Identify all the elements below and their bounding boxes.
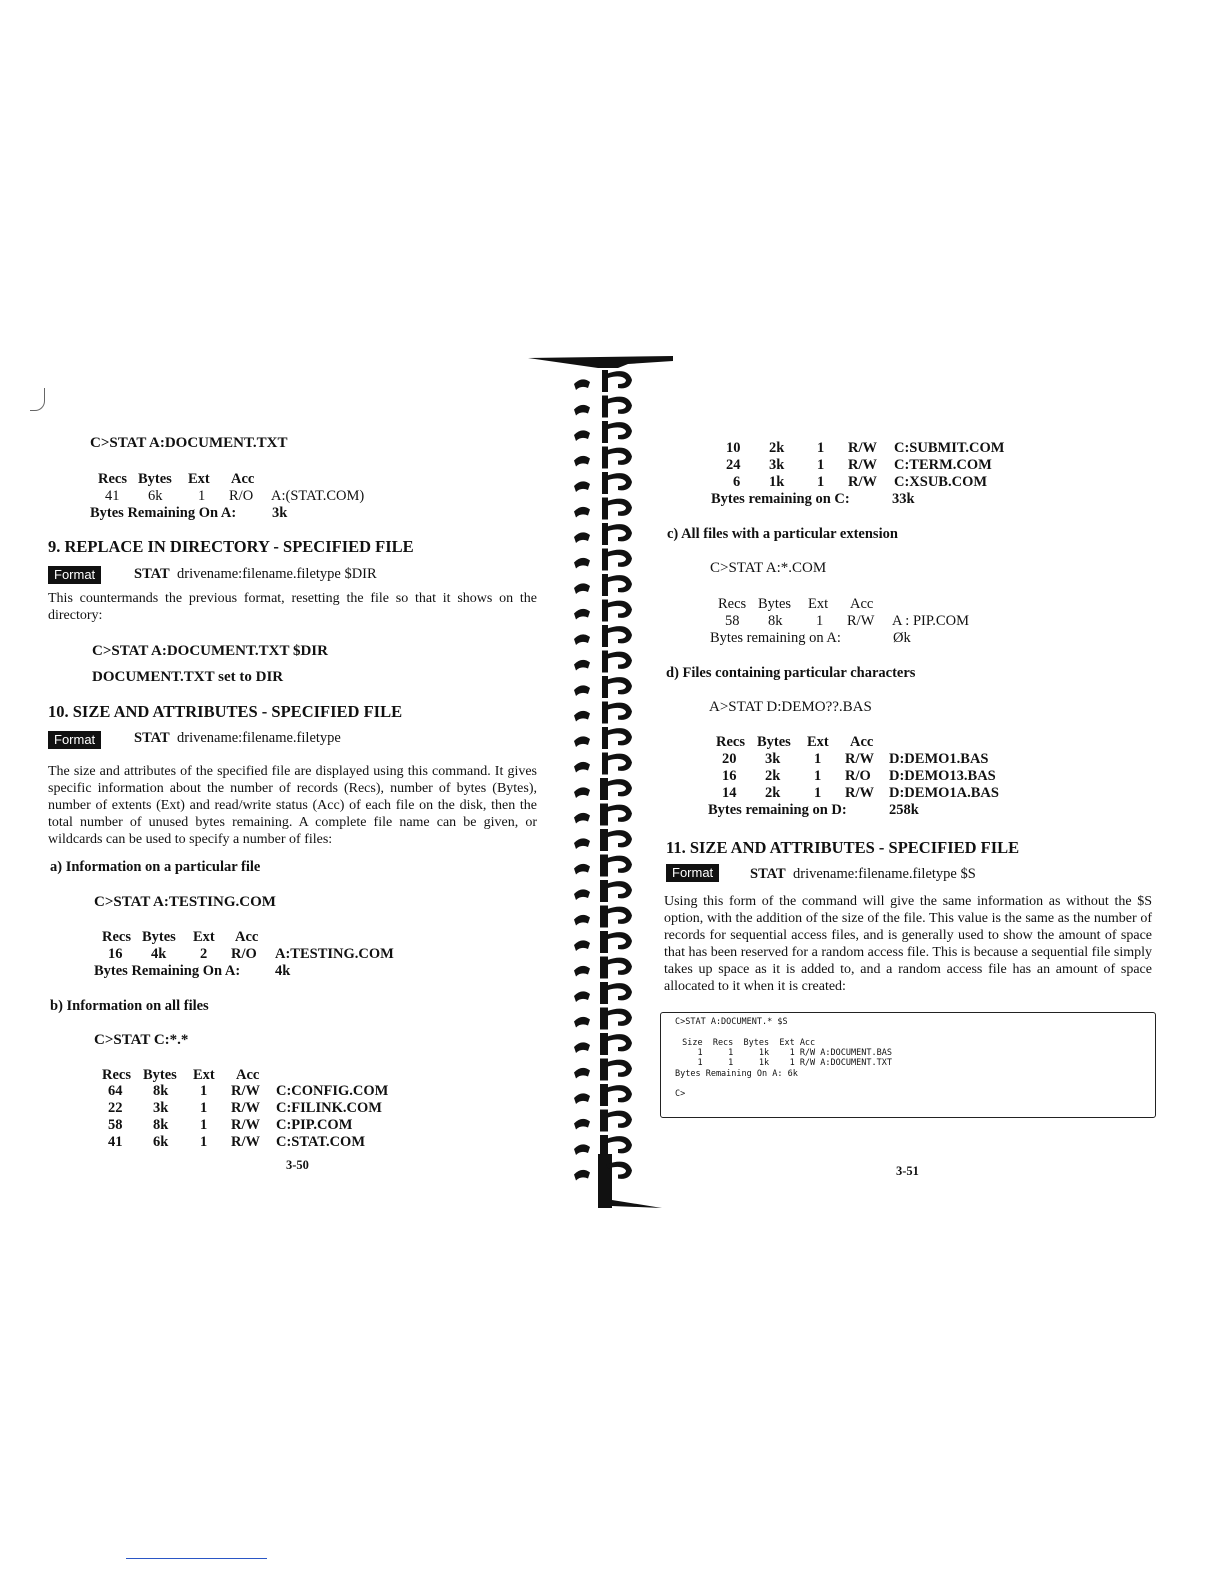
col-recs: Recs [716,734,745,750]
terminal-prompt: C> [675,1089,686,1099]
coil-wire-icon [574,1017,590,1028]
remaining-value: Øk [893,630,911,646]
col-bytes: Bytes [757,734,791,750]
cell-recs: 16 [108,946,123,962]
cell-ext: 1 [817,457,825,473]
cell-ext: 1 [817,440,825,456]
coil-curl-icon [606,524,632,541]
remaining-value: 3k [272,505,288,521]
coil-wire-icon [574,915,590,926]
cell-recs: 6 [733,474,741,490]
remaining-value: 33k [892,491,915,507]
format-command: STAT [134,730,170,746]
coil-curl-icon [606,907,632,924]
format-badge-label: Format [666,864,719,882]
coil-wire-icon [574,813,590,824]
ex1-table-row [90,488,410,506]
s9-result: DOCUMENT.TXT set to DIR [92,669,284,685]
cell-acc: R/W [231,1083,260,1099]
page-number: 3-51 [896,1164,919,1178]
col-recs: Recs [102,929,131,945]
format-badge [666,864,719,882]
d-command: A>STAT D:DEMO??.BAS [709,699,872,715]
binding-post [600,880,608,902]
cell-file: D:DEMO1A.BAS [889,785,999,801]
cell-recs: 41 [105,488,120,504]
coil-wire-icon [574,940,590,951]
coil-curl-icon [606,397,632,414]
table-row [711,457,1031,475]
table-row [94,1117,434,1135]
cell-bytes: 8k [153,1083,169,1099]
coil-wire-icon [574,532,590,543]
cell-ext: 1 [200,1117,208,1133]
coil-curl-icon [606,1111,632,1128]
cell-ext: 1 [200,1083,208,1099]
coil-wire-icon [574,1170,590,1181]
binding-post [602,753,608,775]
binding-post [602,523,608,545]
table-row [711,474,1031,492]
table-row [708,768,1048,786]
coil-wire-icon [574,966,590,977]
remaining-label: Bytes remaining on A: [710,630,841,646]
coil-curl-icon [606,703,632,720]
coil-wire-icon [574,583,590,594]
coil-curl-icon [606,550,632,567]
a-table-row [94,946,414,964]
cell-file: C:TERM.COM [894,457,992,473]
cell-recs: 22 [108,1100,123,1116]
cell-bytes: 2k [765,785,781,801]
coil-wire-icon [574,1042,590,1053]
binding-post [600,1135,608,1157]
cell-acc: R/W [848,440,877,456]
coil-curl-icon [606,422,632,439]
cell-acc: R/O [845,768,871,784]
a-remaining [94,963,414,981]
coil-curl-icon [606,728,632,745]
section-9-paragraph: This countermands the previous format, resetting the file so that it shows on the directory: [48,591,537,623]
table-row [708,751,1048,769]
c-table-row [710,613,1030,631]
footer-rule [126,1558,267,1559]
coil-curl-icon [606,881,632,898]
cell-ext: 2 [200,946,208,962]
cell-file: D:DEMO13.BAS [889,768,996,784]
format-line [750,866,976,883]
cell-acc: R/W [848,474,877,490]
cell-bytes: 2k [769,440,785,456]
coil-wire-icon [574,1144,590,1155]
cell-file: C:XSUB.COM [894,474,988,490]
format-badge-label: Format [48,566,101,584]
ex1-table-header [90,471,410,489]
coil-curl-icon [606,371,632,388]
a-table-header [94,929,414,947]
coil-curl-icon [606,626,632,643]
cell-ext: 1 [814,768,822,784]
cell-recs: 20 [722,751,737,767]
binding-post [600,1161,608,1183]
cell-file: D:DEMO1.BAS [889,751,989,767]
coil-curl-icon [606,805,632,822]
format-args: drivename:filename.filetype [176,730,341,746]
format-args: drivename:filename.filetype $S [792,866,976,882]
cell-file: A:(STAT.COM) [271,488,365,504]
format-args: drivename:filename.filetype $DIR [176,566,377,582]
coil-curl-icon [606,448,632,465]
coil-wire-icon [574,456,590,467]
format-line [134,566,377,583]
remaining-value: 4k [275,963,291,979]
cell-acc: R/W [231,1117,260,1133]
col-acc: Acc [850,734,874,750]
coil-curl-icon [606,958,632,975]
cell-recs: 16 [722,768,737,784]
remaining-label: Bytes Remaining On A: [90,505,237,521]
cell-acc: R/W [847,613,875,629]
cell-recs: 24 [726,457,741,473]
binding-post [602,498,608,520]
binding-post [602,447,608,469]
binding-post [600,855,608,877]
table-row [94,1083,434,1101]
col-bytes: Bytes [138,471,172,487]
coil-curl-icon [606,1009,632,1026]
binding-post [602,651,608,673]
remaining-label: Bytes remaining on D: [708,802,847,818]
binding-post [600,1110,608,1132]
coil-wire-icon [574,405,590,416]
cell-ext: 1 [817,474,825,490]
remaining-label: Bytes Remaining On A: [94,963,241,979]
coil-curl-icon [606,1034,632,1051]
b-command: C>STAT C:*.* [94,1032,189,1048]
format-command: STAT [750,866,786,882]
c-command: C>STAT A:*.COM [710,560,827,576]
coil-wire-icon [574,507,590,518]
binding-post [600,1084,608,1106]
binding-post [600,1033,608,1055]
col-recs: Recs [718,596,747,612]
cell-file: A : PIP.COM [892,613,969,629]
table-row [708,785,1048,803]
section-9-heading: 9. REPLACE IN DIRECTORY - SPECIFIED FILE [48,537,414,556]
coil-wire-icon [574,558,590,569]
coil-curl-icon [606,983,632,1000]
s9-command: C>STAT A:DOCUMENT.TXT $DIR [92,643,328,659]
coil-wire-icon [574,430,590,441]
binding-post [602,574,608,596]
col-recs: Recs [102,1067,131,1083]
coil-curl-icon [606,830,632,847]
sub-a-heading: a) Information on a particular file [50,859,261,875]
coil-wire-icon [574,762,590,773]
binding-post [602,421,608,443]
table-row [94,1134,434,1152]
format-badge [48,566,101,584]
d-remaining [708,802,1028,820]
section-10-heading: 10. SIZE AND ATTRIBUTES - SPECIFIED FILE [48,702,403,721]
coil-wire-icon [574,736,590,747]
cell-bytes: 1k [769,474,785,490]
cell-file: C:SUBMIT.COM [894,440,1005,456]
col-ext: Ext [188,471,210,487]
coil-wire-icon [574,609,590,620]
coil-curl-icon [606,1085,632,1102]
coil-curl-icon [606,779,632,796]
binding-post [600,957,608,979]
cell-bytes: 3k [769,457,785,473]
coil-wire-icon [574,481,590,492]
col-ext: Ext [193,1067,215,1083]
cell-recs: 41 [108,1134,123,1150]
coil-wire-icon [574,864,590,875]
coil-wire-icon [574,1093,590,1104]
cell-ext: 1 [816,613,824,629]
col-acc: Acc [235,929,259,945]
cell-ext: 1 [200,1134,208,1150]
col-bytes: Bytes [758,596,792,612]
binding-post [600,829,608,851]
section-10-paragraph: The size and attributes of the specified file are displayed using this command. It gives specific information about the number of records (Recs), number of bytes (Bytes), number of extents (Ext) and read/write status (Acc) of each file on the disk, then the total number of unused bytes remaining. A complete file name can be given, or wildcards can be used to specify a number of files: [48,764,537,847]
cell-acc: R/W [231,1134,260,1150]
binding-post [600,982,608,1004]
a-command: C>STAT A:TESTING.COM [94,894,276,910]
terminal-command: C>STAT A:DOCUMENT.* $S [675,1017,788,1027]
coil-wire-icon [574,685,590,696]
binding-post [602,727,608,749]
coil-wire-icon [574,634,590,645]
cell-acc: R/W [845,751,874,767]
c-remaining [710,630,1030,648]
binding-post [602,600,608,622]
binding-post [600,804,608,826]
coil-curl-icon [606,499,632,516]
cell-bytes: 6k [153,1134,169,1150]
cell-bytes: 6k [148,488,163,504]
d-table-header [708,734,1028,752]
coil-wire-icon [574,787,590,798]
binding-post [602,702,608,724]
coil-wire-icon [574,711,590,722]
cell-bytes: 4k [151,946,167,962]
coil-curl-icon [606,601,632,618]
terminal-screenshot [660,1012,1156,1118]
format-line [134,730,341,747]
cell-ext: 1 [814,785,822,801]
spiral-binding [528,354,673,1210]
coil-wire-icon [574,889,590,900]
section-11-heading: 11. SIZE AND ATTRIBUTES - SPECIFIED FILE [666,838,1020,857]
col-acc: Acc [231,471,255,487]
cell-bytes: 8k [153,1117,169,1133]
coil-wire-icon [574,1068,590,1079]
binding-post [602,625,608,647]
coil-wire-icon [574,1119,590,1130]
ex1-command: C>STAT A:DOCUMENT.TXT [90,435,288,451]
binding-post [602,370,608,392]
cell-recs: 64 [108,1083,123,1099]
col-bytes: Bytes [143,1067,177,1083]
cell-recs: 58 [108,1117,123,1133]
terminal-remaining: Bytes Remaining On A: 6k [675,1069,798,1079]
coil-curl-icon [606,1060,632,1077]
coil-wire-icon [574,838,590,849]
table-row [711,440,1031,458]
remaining-label: Bytes remaining on C: [711,491,850,507]
coil-curl-icon [606,677,632,694]
binding-post [600,1008,608,1030]
cell-ext: 1 [200,1100,208,1116]
coil-curl-icon [606,575,632,592]
cell-bytes: 8k [768,613,783,629]
col-recs: Recs [98,471,127,487]
coil-curl-icon [606,754,632,771]
coil-wire-icon [574,379,590,390]
binding-post [600,778,608,800]
sub-c-heading: c) All files with a particular extension [667,526,898,542]
format-badge [48,731,101,749]
coil-curl-icon [606,1136,632,1153]
cell-recs: 14 [722,785,737,801]
cell-file: C:STAT.COM [276,1134,366,1150]
cell-bytes: 3k [765,751,781,767]
cell-recs: 10 [726,440,741,456]
col-ext: Ext [193,929,215,945]
col-bytes: Bytes [142,929,176,945]
coil-curl-icon [606,473,632,490]
cell-file: C:FILINK.COM [276,1100,382,1116]
col-acc: Acc [850,596,874,612]
terminal-row: 1 1 1k 1 R/W A:DOCUMENT.BAS [677,1048,892,1058]
cell-file: A:TESTING.COM [275,946,394,962]
sub-b-heading: b) Information on all files [50,998,209,1014]
binding-post [602,396,608,418]
remaining-value: 258k [889,802,919,818]
coil-wire-icon [574,991,590,1002]
cell-acc: R/O [231,946,257,962]
ex1-remaining [90,505,410,523]
binding-post [600,906,608,928]
binding-post [600,1059,608,1081]
c-table-header [710,596,1030,614]
binding-post [602,472,608,494]
cell-acc: R/W [845,785,874,801]
binding-post [602,676,608,698]
sub-d-heading: d) Files containing particular characters [666,665,916,681]
format-command: STAT [134,566,170,582]
cell-file: C:PIP.COM [276,1117,353,1133]
page-number: 3-50 [286,1158,309,1172]
coil-curl-icon [606,856,632,873]
binding-post [602,549,608,571]
cell-acc: R/O [229,488,254,504]
coil-curl-icon [606,652,632,669]
col-ext: Ext [808,596,829,612]
cell-acc: R/W [848,457,877,473]
cell-ext: 1 [814,751,822,767]
cell-bytes: 3k [153,1100,169,1116]
coil-curl-icon [606,932,632,949]
binding-post [600,931,608,953]
cell-recs: 58 [725,613,740,629]
coil-wire-icon [574,660,590,671]
terminal-header: Size Recs Bytes Ext Acc [677,1038,816,1048]
format-badge-label: Format [48,731,101,749]
table-row [94,1100,434,1118]
terminal-row: 1 1 1k 1 R/W A:DOCUMENT.TXT [677,1058,892,1068]
col-acc: Acc [236,1067,260,1083]
cont-remaining [711,491,1031,509]
col-ext: Ext [807,734,829,750]
cell-acc: R/W [231,1100,260,1116]
section-11-paragraph: Using this form of the command will give the same information as without the $S option, with the addition of the size of the file. This value is the same as the number of records for sequential access files, and is generally used to show the amount of space that has been reserved for a random access file. This is because a sequential file simply takes up space as it is added to, and a random access file has an amount of space allocated to it when it is created: [664,894,1152,994]
cell-bytes: 2k [765,768,781,784]
margin-mark [30,388,45,411]
cell-file: C:CONFIG.COM [276,1083,389,1099]
cell-ext: 1 [198,488,206,504]
